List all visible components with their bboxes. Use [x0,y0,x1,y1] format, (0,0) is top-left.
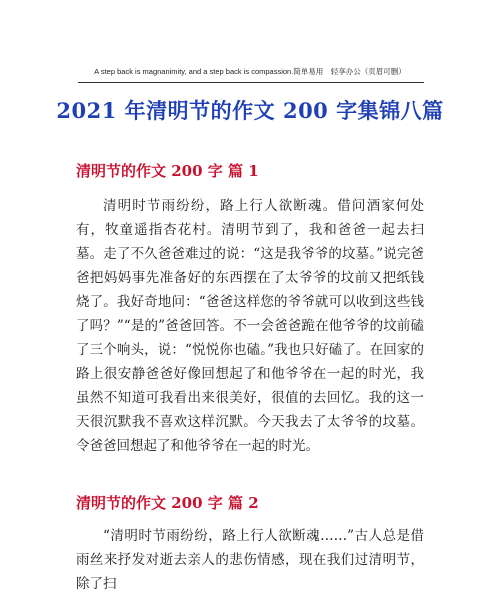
paragraph: “清明时节雨纷纷，路上行人欲断魂……”古人总是借雨丝来抒发对逝去亲人的悲伤情感，现在我们过清明节，除了扫 [76,528,424,592]
paragraph: 清明时节雨纷纷，路上行人欲断魂。借问酒家何处有，牧童遥指杏花村。清明节到了，我和爸爸一起去扫墓。走了不久爸爸难过的说：“这是我爷爷的坟墓。”说完爸爸把妈妈事先准备好的东西摆在了太爷爷的坟前又把纸钱烧了。我好奇地问：“爸爸这样您的爷爷就可以收到这些钱了吗？”“是的”爸爸回答。不一会爸爸跪在他爷爷的坟前磕了三个响头，说：“悦悦你也磕。”我也只好磕了。在回家的路上很安静爸爸好像回想起了和他爷爷在一起的时光，我虽然不知道可我看出来很美好，很值的去回忆。我的这一天很沉默我不喜欢这样沉默。今天我去了太爷爷的坟墓。令爸爸回想起了和他爷爷在一起的时光。 [76,198,424,454]
section-body-1 [76,194,424,458]
document-title: 2021 年清明节的作文 200 字集锦八篇 [56,98,444,123]
section-body-2 [76,524,424,592]
section-heading-1: 清明节的作文 200 字 篇 1 [76,162,259,180]
page-header-tagline: A step back is magnanimity, and a step back is compassion.简单易用 轻享办公（页眉可删） [94,67,406,76]
section-heading-2: 清明节的作文 200 字 篇 2 [76,494,259,512]
header-divider [78,82,424,83]
